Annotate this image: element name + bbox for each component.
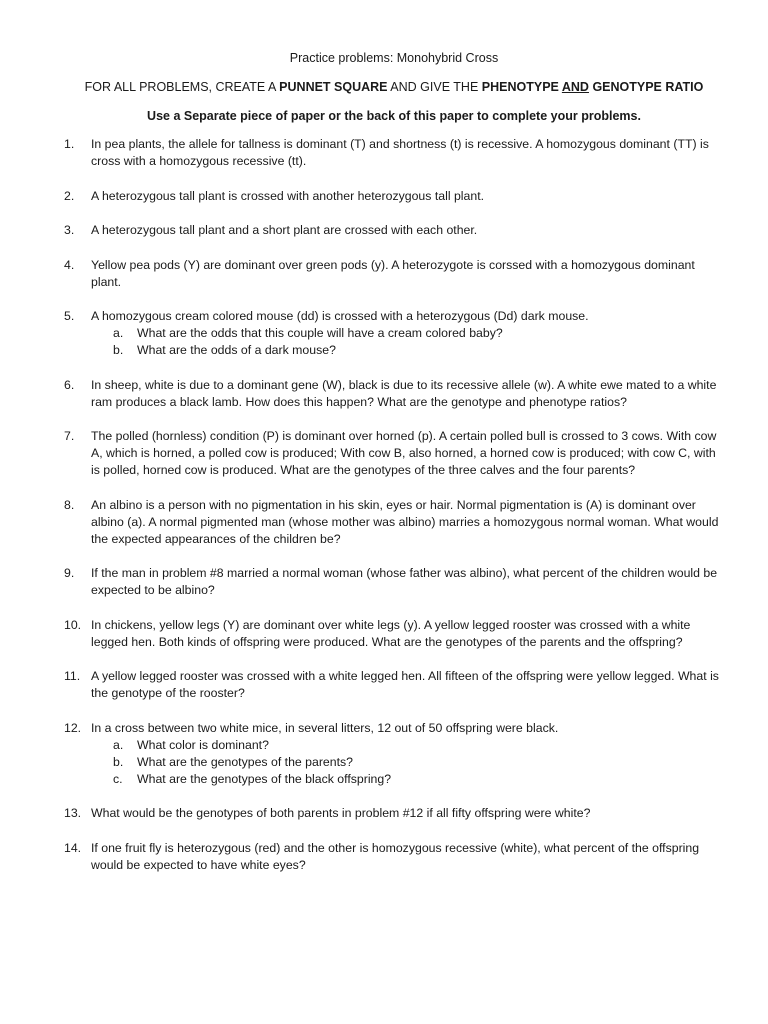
problem-item: [64, 840, 724, 874]
problem-number: 10.: [64, 617, 82, 632]
problem-item: [64, 257, 724, 291]
problem-text: If the man in problem #8 married a normal woman (whose father was albino), what percent of the children would be expected to be albino?: [91, 566, 718, 597]
problem-text: What would be the genotypes of both parents in problem #12 if all fifty offspring were white?: [91, 806, 591, 820]
problem-item: [64, 136, 724, 170]
problem-number: 9.: [64, 566, 75, 580]
sub-question-letter: b.: [113, 754, 124, 769]
instr-part-c: AND GIVE THE: [387, 80, 482, 94]
sub-question-text: What are the odds that this couple will have a cream colored baby?: [137, 326, 503, 340]
problem-number: 12.: [64, 720, 82, 735]
problem-number: 6.: [64, 377, 75, 392]
instr-part-e: AND: [561, 80, 589, 94]
problem-item: [64, 668, 724, 702]
problem-text: Yellow pea pods (Y) are dominant over green pods (y). A heterozygote is corssed with a homozygous dominant plant.: [91, 257, 695, 289]
problem-item: [64, 497, 724, 548]
problem-item: [64, 188, 724, 205]
problem-number: 4.: [64, 257, 75, 272]
problem-item: [64, 720, 724, 788]
sub-question-letter: a.: [113, 326, 124, 340]
instr-part-f: GENOTYPE RATIO: [588, 80, 704, 94]
problem-number: 11.: [64, 669, 81, 683]
problem-text: A heterozygous tall plant and a short plant are crossed with each other.: [91, 223, 478, 237]
problem-text: In a cross between two white mice, in several litters, 12 out of 50 offspring were black.: [91, 720, 559, 735]
problem-item: [64, 428, 724, 479]
problem-text: In sheep, white is due to a dominant gene (W), black is due to its recessive allele (w). A white ewe mated to a white ram produces a black lamb. How does this happen? What are the genotype and phenotype ratios?: [91, 377, 717, 409]
problem-number: 7.: [64, 429, 75, 443]
instructions-line: [64, 79, 724, 95]
problem-text: A homozygous cream colored mouse (dd) is crossed with a heterozygous (Dd) dark mouse.: [91, 309, 589, 323]
sub-question: [113, 754, 724, 771]
sub-question: [113, 342, 724, 359]
sub-question-list: [91, 325, 724, 359]
problem-item: [64, 222, 724, 239]
sub-question: [113, 771, 724, 788]
instr-part-a: FOR ALL PROBLEMS, CREATE A: [84, 80, 280, 94]
instr-part-d: PHENOTYPE: [481, 80, 562, 94]
problem-number: 14.: [64, 840, 82, 855]
problem-number: 5.: [64, 309, 75, 323]
sub-question: [113, 325, 724, 342]
sub-question-text: What are the odds of a dark mouse?: [137, 343, 336, 357]
page-subtitle: Use a Separate piece of paper or the back of this paper to complete your problems.: [147, 109, 641, 123]
problem-text: In chickens, yellow legs (Y) are dominant over white legs (y). A yellow legged rooster was crossed with a white legged hen. Both kinds of offspring were produced. What are the genotypes of the parents and the offspring?: [91, 617, 691, 649]
problem-text: If one fruit fly is heterozygous (red) and the other is homozygous recessive (white), what percent of the offspring would be expected to have white eyes?: [91, 840, 700, 872]
problem-text: In pea plants, the allele for tallness is dominant (T) and shortness (t) is recessive. A homozygous dominant (TT) is cross with a homozygous recessive (tt).: [91, 137, 709, 168]
problem-item: [64, 805, 724, 822]
sub-question-list: [91, 737, 724, 788]
problem-number: 3.: [64, 223, 75, 237]
problem-item: [64, 308, 724, 359]
problem-text: A heterozygous tall plant is crossed with another heterozygous tall plant.: [91, 188, 485, 203]
sub-question-text: What are the genotypes of the black offspring?: [137, 771, 392, 786]
instr-part-b: PUNNET SQUARE: [279, 80, 388, 94]
problem-item: [64, 377, 724, 411]
sub-question-text: What color is dominant?: [137, 737, 269, 752]
sub-question: [113, 737, 724, 754]
sub-question-letter: a.: [113, 737, 124, 752]
problem-item: [64, 617, 724, 651]
problem-item: [64, 565, 724, 599]
sub-question-letter: c.: [113, 771, 123, 786]
problem-text: The polled (hornless) condition (P) is dominant over horned (p). A certain polled bull is crossed to 3 cows. With cow A, which is horned, a polled cow is produced; With cow B, also horned, a horned cow is produced; with cow C, with is polled, horned cow is produced. What are the genotypes of the three calves and the four parents?: [91, 429, 717, 477]
sub-question-text: What are the genotypes of the parents?: [137, 754, 354, 769]
problem-number: 2.: [64, 188, 75, 203]
problem-number: 8.: [64, 497, 75, 512]
problem-list: [64, 136, 724, 874]
problem-number: 13.: [64, 806, 82, 820]
problem-number: 1.: [64, 137, 75, 151]
problem-text: A yellow legged rooster was crossed with a white legged hen. All fifteen of the offspring were yellow legged. What is the genotype of the rooster?: [91, 669, 719, 700]
problem-text: An albino is a person with no pigmentation in his skin, eyes or hair. Normal pigmentation is (A) is dominant over albino (a). A normal pigmented man (whose mother was albino) marries a homozygous normal woman. What would the expected appearances of the children be?: [91, 497, 719, 546]
page-title: Practice problems: Monohybrid Cross: [289, 51, 499, 65]
sub-question-letter: b.: [113, 343, 124, 357]
